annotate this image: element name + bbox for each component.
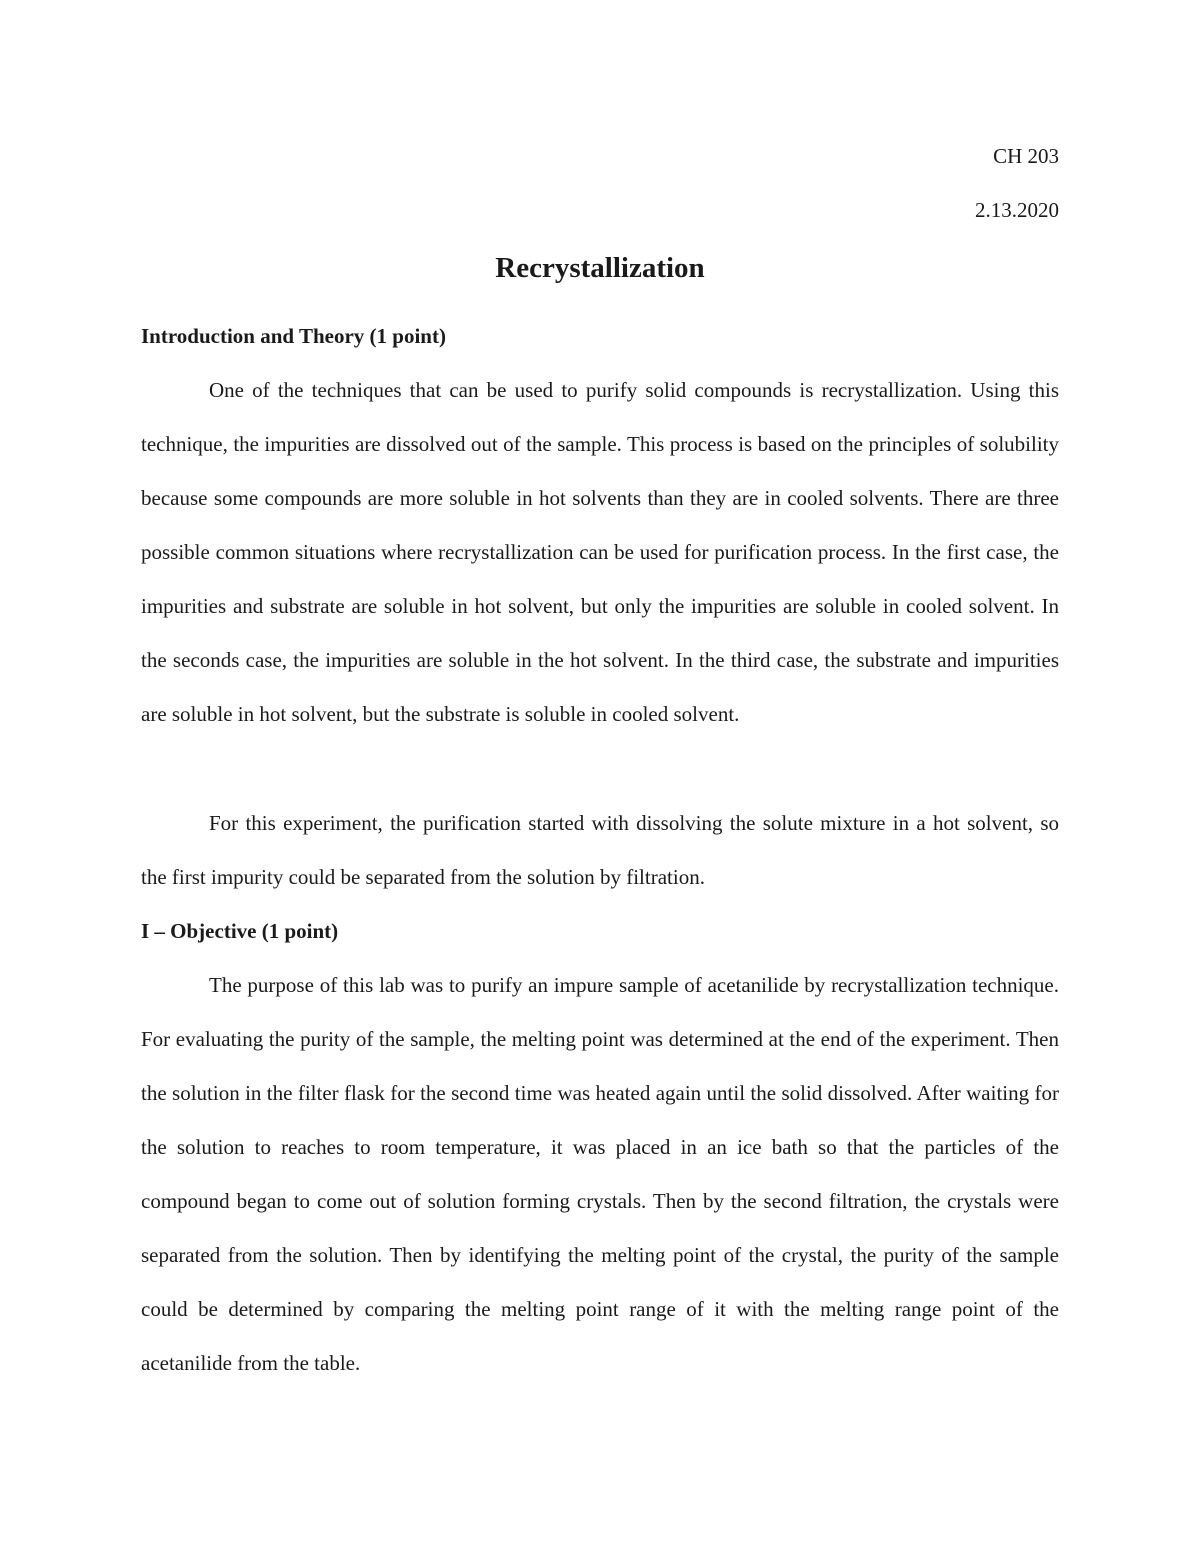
section-heading-objective: I – Objective (1 point) — [141, 919, 339, 943]
course-code: CH 203 — [993, 144, 1059, 168]
document-date: 2.13.2020 — [975, 198, 1059, 222]
section-heading-introduction: Introduction and Theory (1 point) — [141, 324, 446, 348]
objective-paragraph: The purpose of this lab was to purify an impure sample of acetanilide by recrystallization technique. For evaluating the purity of the sample, the melting point was determined at the end of the experiment. Then the solution in the filter flask for the second time was heated again until the solid dissolved. After waiting for the solution to reaches to room temperature, it was placed in an ice bath so that the particles of the compound began to come out of solution forming crystals. Then by the second filtration, the crystals were separated from the solution. Then by identifying the melting point of the crystal, the purity of the sample could be determined by comparing the melting point range of it with the melting range point of the acetanilide from the table. — [141, 973, 1059, 1375]
introduction-paragraph-1: One of the techniques that can be used to purify solid compounds is recrystallization. Using this technique, the impurities are dissolved out of the sample. This process is based on the principles of solubility because some compounds are more soluble in hot solvents than they are in cooled solvents. There are three possible common situations where recrystallization can be used for purification process. In the first case, the impurities and substrate are soluble in hot solvent, but only the impurities are soluble in cooled solvent. In the seconds case, the impurities are soluble in the hot solvent. In the third case, the substrate and impurities are soluble in hot solvent, but the substrate is soluble in cooled solvent. — [141, 378, 1059, 726]
page-title: Recrystallization — [495, 252, 705, 284]
introduction-paragraph-2: For this experiment, the purification started with dissolving the solute mixture in a hot solvent, so the first impurity could be separated from the solution by filtration. — [141, 811, 1059, 889]
